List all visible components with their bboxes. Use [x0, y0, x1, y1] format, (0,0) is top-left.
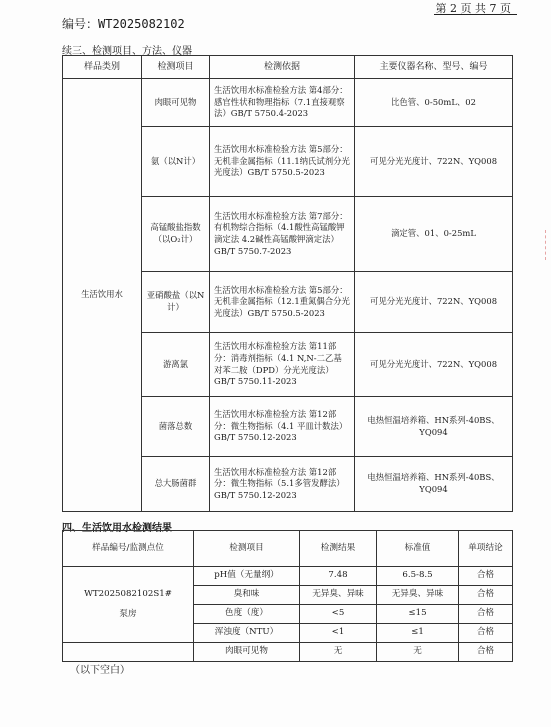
result-value-cell: <1 [300, 624, 377, 643]
result-item-cell: 浑浊度（NTU） [194, 624, 300, 643]
header-test-result: 检测结果 [300, 531, 377, 567]
instrument-cell: 滴定管、01、0-25mL [355, 197, 513, 272]
table-row [63, 643, 513, 662]
result-item-cell: 色度（度） [194, 605, 300, 624]
test-basis-cell: 生活饮用水标准检验方法 第12部分：微生物指标（4.1 平皿计数法）GB/T 5750.12-2023 [210, 397, 355, 457]
test-basis-cell: 生活饮用水标准检验方法 第5部分：无机非金属指标（11.1纳氏试剂分光光度法）GB/T 5750.5-2023 [210, 127, 355, 197]
test-basis-cell: 生活饮用水标准检验方法 第5部分：无机非金属指标（12.1重氮偶合分光光度法）GB/T 5750.5-2023 [210, 272, 355, 333]
methods-table-header [63, 56, 513, 79]
test-item-cell: 总大肠菌群 [142, 457, 210, 512]
conclusion-cell: 合格 [459, 624, 513, 643]
instrument-cell: 比色管、0-50mL、02 [355, 79, 513, 127]
report-number: 编号：WT2025082102 [62, 17, 185, 31]
test-item-cell: 肉眼可见物 [142, 79, 210, 127]
header-sample-category: 样品类别 [63, 56, 142, 79]
test-item-cell: 菌落总数 [142, 397, 210, 457]
conclusion-cell: 合格 [459, 643, 513, 662]
empty-sample-cell [63, 643, 194, 662]
section-4-title: 四、生活饮用水检测结果 [62, 523, 172, 534]
test-basis-cell: 生活饮用水标准检验方法 第12部分：微生物指标（5.1多管发酵法）GB/T 5750.12-2023 [210, 457, 355, 512]
seal-edge-mark [545, 230, 551, 260]
header-conclusion: 单项结论 [459, 531, 513, 567]
test-item-cell: 游离氯 [142, 333, 210, 397]
header-rule [434, 14, 517, 15]
test-item-cell: 高锰酸盐指数（以O₂计） [142, 197, 210, 272]
results-table [62, 530, 513, 662]
section-3-title: 续三、检测项目、方法、仪器 [62, 46, 192, 57]
result-value-cell: 无异臭、异味 [300, 586, 377, 605]
test-item-cell: 氨（以N计） [142, 127, 210, 197]
instrument-cell: 可见分光光度计、722N、YQ008 [355, 272, 513, 333]
result-value-cell: 无 [300, 643, 377, 662]
result-item-cell: 肉眼可见物 [194, 643, 300, 662]
instrument-cell: 可见分光光度计、722N、YQ008 [355, 127, 513, 197]
header-instrument: 主要仪器名称、型号、编号 [355, 56, 513, 79]
instrument-cell: 电热恒温培养箱、HN系列-40BS、YQ094 [355, 457, 513, 512]
test-basis-cell: 生活饮用水标准检验方法 第4部分：感官性状和物理指标（7.1直接观察法）GB/T 5750.4-2023 [210, 79, 355, 127]
table-row [63, 567, 513, 586]
page-number [436, 0, 511, 16]
header-test-item: 检测项目 [142, 56, 210, 79]
sample-id: WT2025082102S1# [84, 588, 172, 599]
test-basis-cell: 生活饮用水标准检验方法 第7部分：有机物综合指标（4.1酸性高锰酸钾滴定法 4.2碱性高锰酸钾滴定法）GB/T 5750.7-2023 [210, 197, 355, 272]
sample-category-cell: 生活饮用水 [63, 79, 142, 512]
standard-value-cell: 无 [377, 643, 459, 662]
header-standard-value: 标准值 [377, 531, 459, 567]
standard-value-cell: ≤15 [377, 605, 459, 624]
instrument-cell: 可见分光光度计、722N、YQ008 [355, 333, 513, 397]
result-value-cell: 7.48 [300, 567, 377, 586]
blank-below-note: （以下空白） [70, 665, 130, 676]
conclusion-cell: 合格 [459, 567, 513, 586]
standard-value-cell: 无异臭、异味 [377, 586, 459, 605]
standard-value-cell: ≤1 [377, 624, 459, 643]
test-basis-cell: 生活饮用水标准检验方法 第11部分：消毒剂指标（4.1 N,N-二乙基对苯二胺（DPD）分光光度法）GB/T 5750.11-2023 [210, 333, 355, 397]
page-number-text: 第 2 页 共 7 页 [435, 2, 511, 15]
header-sample-location: 样品编号/监测点位 [63, 531, 194, 567]
header-test-basis: 检测依据 [210, 56, 355, 79]
test-item-cell: 亚硝酸盐（以N计） [142, 272, 210, 333]
header-test-item: 检测项目 [194, 531, 300, 567]
sample-location: 泵房 [119, 608, 137, 619]
sample-cell [63, 567, 194, 643]
conclusion-cell: 合格 [459, 605, 513, 624]
conclusion-cell: 合格 [459, 586, 513, 605]
results-table-header [63, 531, 513, 567]
methods-table [62, 55, 513, 512]
table-row [63, 79, 513, 127]
instrument-cell: 电热恒温培养箱、HN系列-40BS、YQ094 [355, 397, 513, 457]
result-item-cell: 臭和味 [194, 586, 300, 605]
standard-value-cell: 6.5-8.5 [377, 567, 459, 586]
result-item-cell: pH值（无量纲） [194, 567, 300, 586]
result-value-cell: <5 [300, 605, 377, 624]
